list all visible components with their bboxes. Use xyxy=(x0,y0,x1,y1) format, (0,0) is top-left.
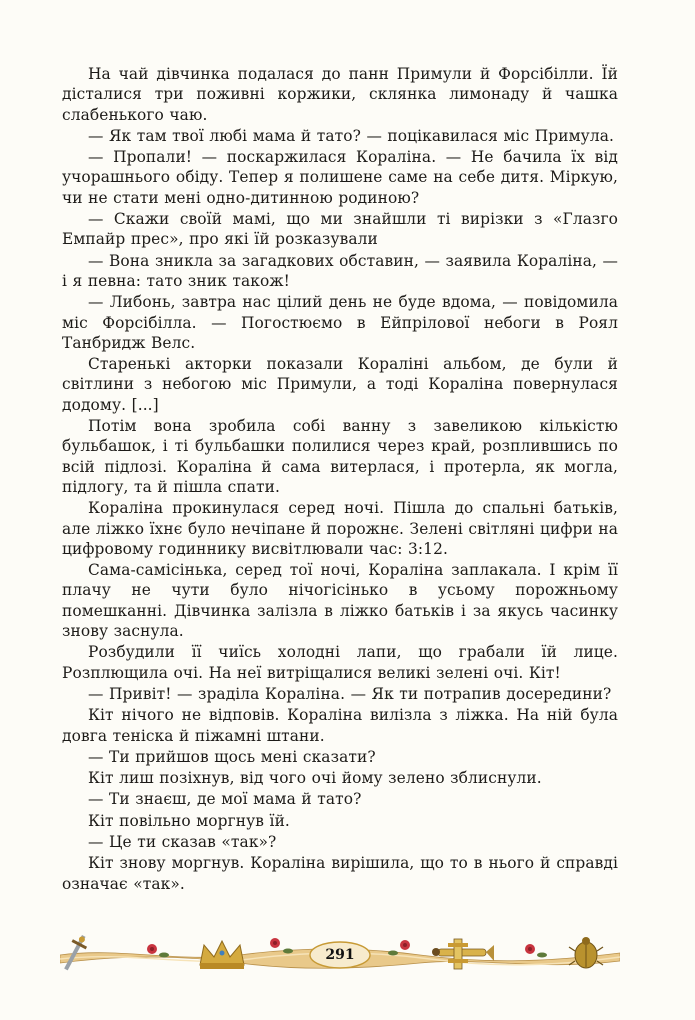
body-text xyxy=(62,64,618,895)
paragraph: — Ти прийшов щось мені сказати? xyxy=(88,747,376,766)
paragraph: — Привіт! — зраділа Кораліна. — Як ти потрапив досередини? xyxy=(88,684,612,703)
rose-icon xyxy=(147,944,157,954)
rose-icon xyxy=(270,938,280,948)
paragraph: Сама-самісінька, серед тої ночі, Кораліна заплакала. І крім її плачу не чути було нічогісінько в усьому порожньому помешканні. Дівчинка залізла в ліжко батьків і за якусь часинку знову заснула. xyxy=(62,561,618,641)
paragraph: — Скажи своїй мамі, що ми знайшли ті вирізки з «Глазго Емпайр прес», про які їй розказували xyxy=(62,210,618,249)
paragraph: — Вона зникла за загадкових обставин, — заявила Кораліна, — і я певна: тато зник також! xyxy=(62,251,618,290)
decorative-footer xyxy=(60,929,620,975)
paragraph: — Ти знаєш, де мої мама й тато? xyxy=(88,790,362,809)
paragraph: Кіт лиш позіхнув, від чого очі йому зелено зблиснули. xyxy=(88,769,542,788)
paragraph: — Як там твої любі мама й тато? — поцікавилася міс Примула. xyxy=(88,126,614,145)
paragraph: Кіт нічого не відповів. Кораліна вилізла з ліжка. На ній була довга теніска й піжамні штани. xyxy=(62,706,618,745)
paragraph: Кіт повільно моргнув їй. xyxy=(88,811,290,830)
paragraph: — Пропали! — поскаржилася Кораліна. — Не бачила їх від учорашнього обіду. Тепер я полишене саме на себе дитя. Міркую, чи не стати мені одно-дитинною родиною? xyxy=(62,148,618,207)
paragraph: На чай дівчинка подалася до панн Примули й Форсібілли. Їй дісталися три поживні коржики, склянка лимонаду й чашка слабенького чаю. xyxy=(62,65,618,124)
rose-icon xyxy=(400,940,410,950)
paragraph: — Либонь, завтра нас цілий день не буде вдома, — повідомила міс Форсібілла. — Погостюємо в Ейпрілової небоги в Роял Танбридж Велс. xyxy=(62,293,618,352)
paragraph: — Це ти сказав «так»? xyxy=(88,832,277,851)
paragraph: Кіт знову моргнув. Кораліна вирішила, що то в нього й справді означає «так». xyxy=(62,854,618,893)
rose-icon xyxy=(525,944,535,954)
paragraph: Старенькі акторки показали Кораліні альбом, де були й світлини з небогою міс Примули, а тоді Кораліна повернулася додому. [...] xyxy=(62,355,618,414)
page-number: 291 xyxy=(325,947,355,963)
paragraph: Потім вона зробила собі ванну з завеликою кількістю бульбашок, і ті бульбашки полилися через край, розплившись по всій підлозі. Кораліна й сама витерлася, і протерла, як могла, підлогу, та й пішла спати. xyxy=(62,417,618,496)
paragraph: Розбудили її чиїсь холодні лапи, що грабали їй лице. Розплющила очі. На неї витріщалися великі зелені очі. Кіт! xyxy=(62,643,618,682)
paragraph: Кораліна прокинулася серед ночі. Пішла до спальні батьків, але ліжко їхнє було нечіпане й порожнє. Зелені світляні цифри на цифровому годиннику висвітлювали час: 3:12. xyxy=(62,499,618,558)
crown-icon xyxy=(200,941,244,969)
